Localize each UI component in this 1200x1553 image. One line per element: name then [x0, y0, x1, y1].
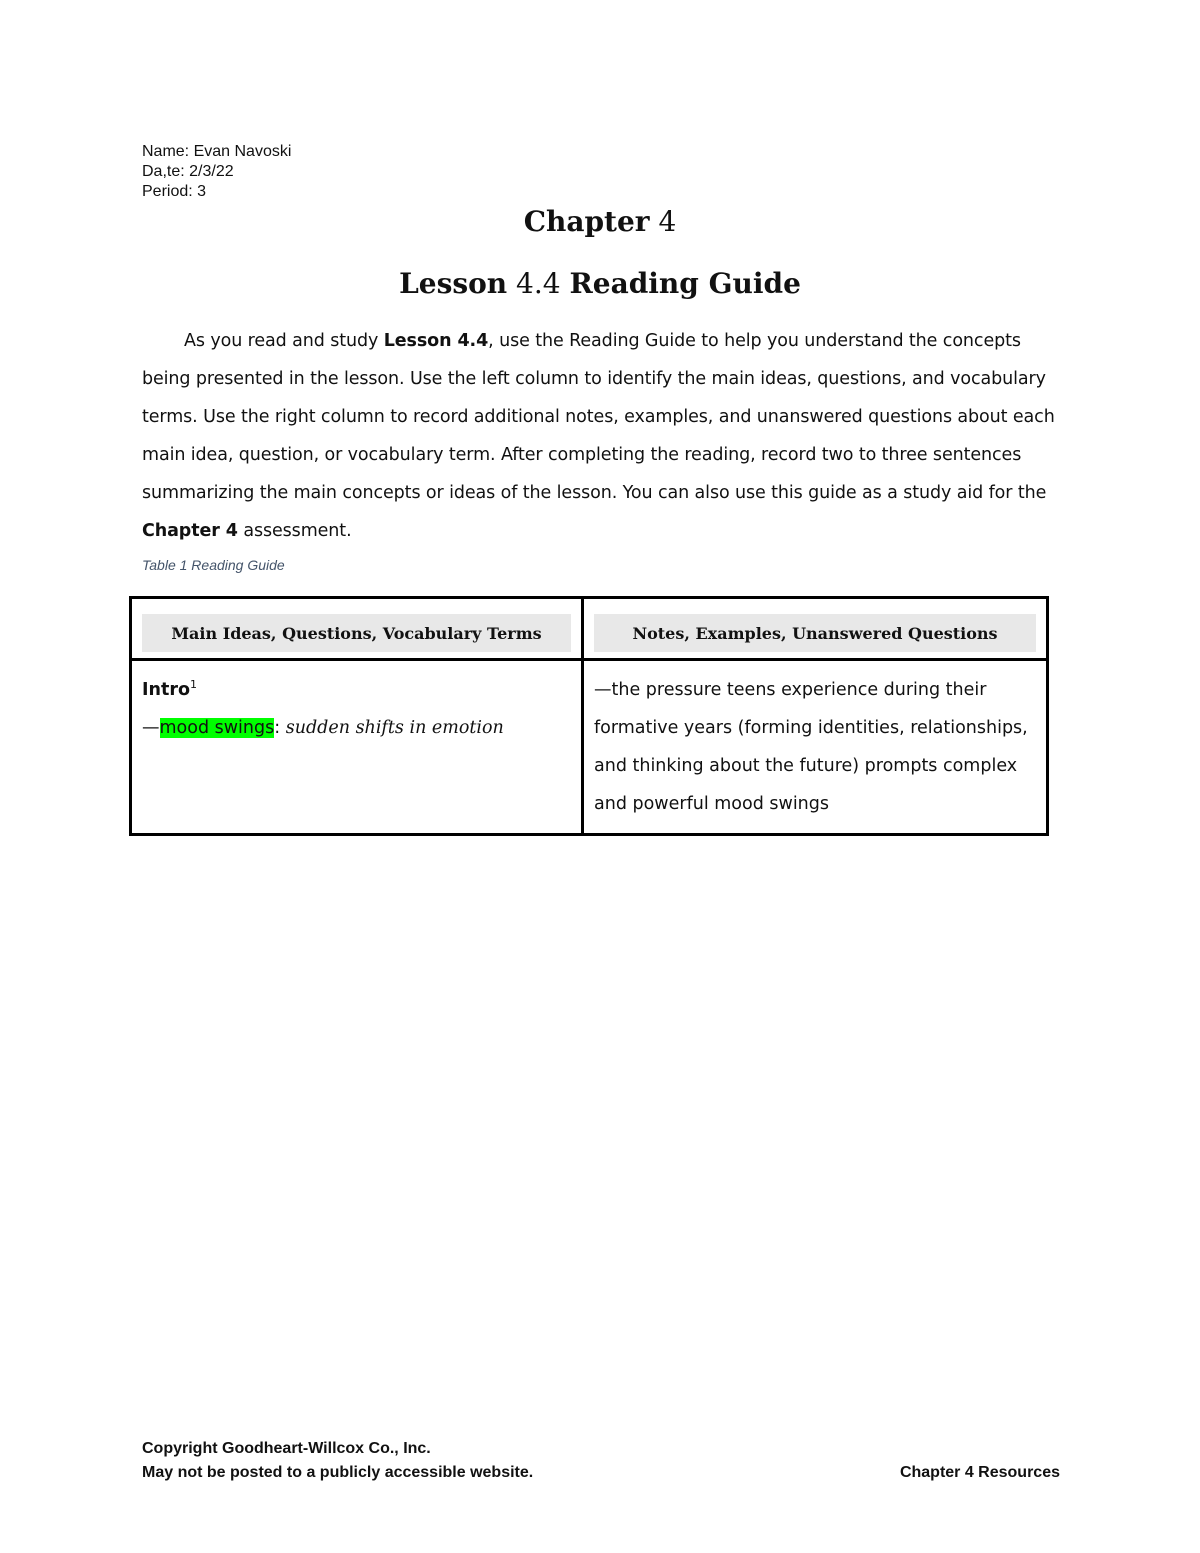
column-header-main-ideas: Main Ideas, Questions, Vocabulary Terms	[142, 614, 571, 652]
table-caption: Table 1 Reading Guide	[142, 557, 285, 573]
chapter-word: Chapter	[523, 205, 650, 238]
table-header-cell-right	[584, 599, 1046, 661]
table-header-cell-left	[132, 599, 584, 661]
instructions-paragraph	[142, 322, 1072, 550]
footer-notice: May not be posted to a publicly accessible website.	[142, 1464, 534, 1481]
footnote-marker: 1	[190, 678, 197, 692]
row-label-text: Intro	[142, 680, 190, 700]
student-name: Name: Evan Navoski	[142, 143, 292, 160]
lesson-prefix: Lesson	[399, 267, 508, 300]
lesson-title	[0, 266, 1200, 302]
lesson-suffix: Reading Guide	[569, 267, 801, 300]
instructions-bold-lesson: Lesson 4.4	[383, 331, 489, 351]
vocab-colon: :	[274, 718, 281, 738]
student-date: Da,te: 2/3/22	[142, 163, 234, 180]
vocab-dash: —	[142, 718, 160, 738]
student-info	[142, 142, 291, 202]
vocab-entry	[142, 709, 571, 747]
instructions-part1: As you read and study	[184, 331, 384, 351]
footer-left	[142, 1437, 533, 1485]
table-cell-notes[interactable]	[584, 661, 1046, 833]
vocab-term-highlighted: mood swings	[159, 718, 275, 738]
chapter-title	[0, 204, 1200, 240]
lesson-number: 4.4	[516, 267, 561, 300]
instructions-bold-chapter: Chapter 4	[142, 521, 238, 541]
table-cell-main-idea[interactable]	[132, 661, 584, 833]
student-period: Period: 3	[142, 183, 207, 200]
instructions-part3: assessment.	[237, 521, 352, 541]
notes-text: —the pressure teens experience during their formative years (forming identities, relationships, and thinking about the future) prompts complex and powerful mood swings	[594, 680, 1028, 814]
column-header-notes: Notes, Examples, Unanswered Questions	[594, 614, 1036, 652]
reading-guide-table	[129, 596, 1049, 836]
row-label	[142, 671, 571, 709]
footer-copyright: Copyright Goodheart-Willcox Co., Inc.	[142, 1440, 431, 1457]
chapter-number: 4	[658, 205, 677, 238]
footer-resources: Chapter 4 Resources	[899, 1464, 1060, 1481]
instructions-part2: , use the Reading Guide to help you understand the concepts being presented in the lesson. Use the left column to identify the main ideas, questions, and vocabulary terms. Use the right column to record additional notes, examples, and unanswered questions about each main idea, question, or vocabulary term. After completing the reading, record two to three sentences summarizing the main concepts or ideas of the lesson. You can also use this guide as a study aid for the	[142, 331, 1055, 503]
vocab-definition: sudden shifts in emotion	[280, 718, 504, 738]
